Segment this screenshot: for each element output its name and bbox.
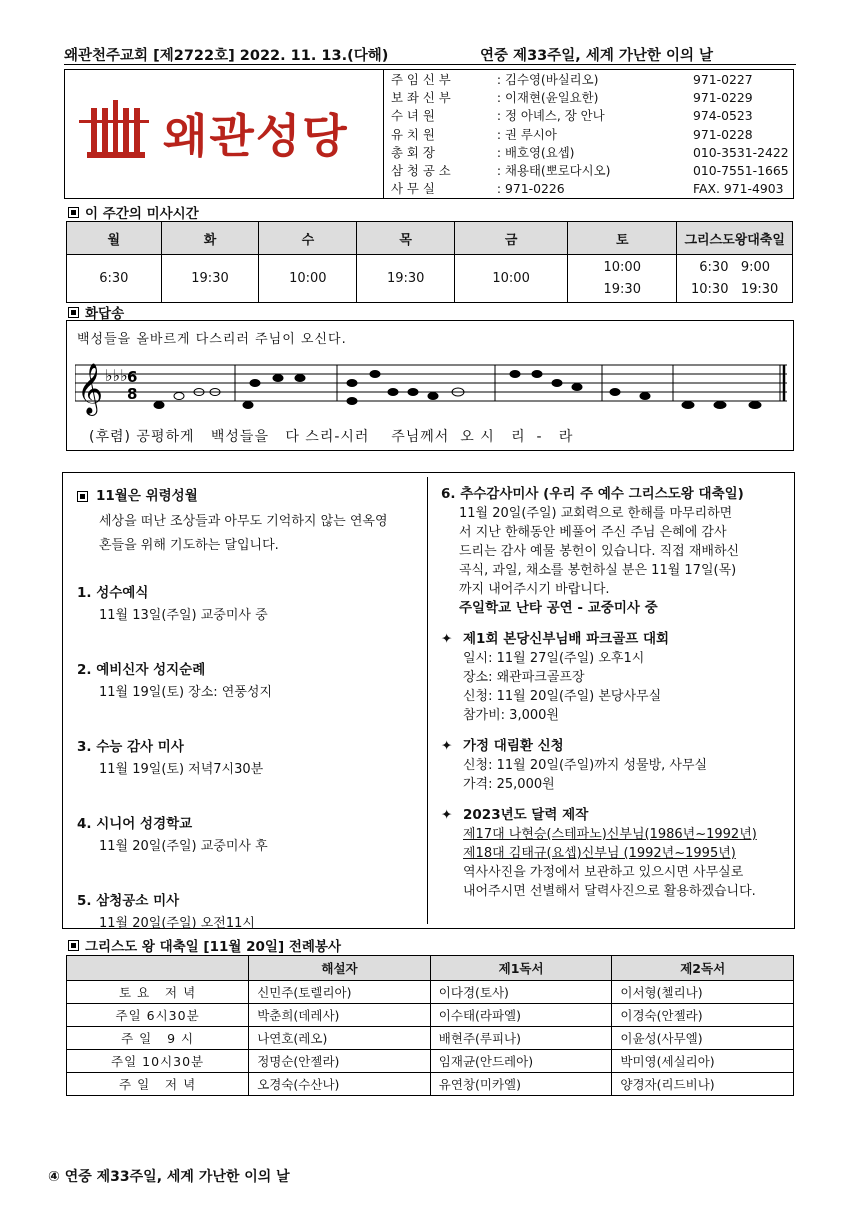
colon: : (496, 144, 502, 160)
staff-name: 채용태(뽀로다시오) (505, 163, 611, 179)
mass-slot-cell: 주 일 9 시 (67, 1027, 249, 1050)
mass-time-cell (357, 255, 455, 303)
treble-clef-icon: 𝄞 (77, 363, 104, 414)
notice-intro-text: 세상을 떠난 조상들과 아무도 기억하지 않는 연옥영 혼들을 위해 기도하는 달입니다. (99, 514, 388, 553)
mass-time-cell (161, 255, 259, 303)
minister-cell: 이윤성(사무엘) (612, 1027, 794, 1050)
staff-row (391, 126, 803, 144)
notice-item-text: 11월 20일(주일) 오전11시 (99, 916, 255, 931)
staff-role: 삼 청 공 소 (391, 163, 451, 179)
star-bullet-icon: ✦ (441, 807, 453, 823)
colon: : (496, 163, 502, 179)
minister-cell: 유연창(미카엘) (430, 1073, 612, 1096)
liturgy-header-cell: 제2독서 (612, 956, 794, 981)
svg-text:6: 6 (127, 368, 138, 386)
mass-time-cell (677, 255, 793, 303)
staff-role: 보 좌 신 부 (391, 90, 451, 106)
table-row (67, 1073, 794, 1096)
staff-row (391, 162, 803, 180)
music-score (75, 355, 787, 425)
notice-wreath-text: 신청: 11월 20일(주일)까지 성물방, 사무실 가격: 25,000원 (463, 758, 708, 792)
notice-intro-title: 11월은 위령성월 (77, 487, 422, 506)
psalm-heading: 화답송 (68, 302, 124, 322)
mass-time: 10:00 (492, 270, 530, 286)
notice-item (77, 738, 422, 779)
header-rule (64, 64, 796, 65)
notice-item-title: 1. 성수예식 (77, 585, 149, 601)
colon: : (496, 126, 502, 142)
mass-time: 10:00 (603, 259, 641, 275)
notice-golf-title: ✦ 제1회 본당신부님배 파크골프 대회 (441, 631, 670, 647)
staff-phone: 971-0227 (693, 72, 753, 87)
staff-phone: 974-0523 (693, 108, 753, 124)
notice-item (77, 892, 422, 933)
minister-cell: 오경숙(수산나) (249, 1073, 431, 1096)
minister-cell: 이수태(라파엘) (430, 1004, 612, 1027)
staff-row (391, 89, 803, 107)
staff-phone: 010-7551-1665 (693, 163, 789, 179)
colon: : (496, 108, 502, 124)
staff-role: 유 치 원 (391, 126, 435, 142)
minister-cell: 이경숙(안젤라) (612, 1004, 794, 1027)
mass-day-header: 화 (161, 222, 259, 255)
minister-cell: 이서형(첼리나) (612, 981, 794, 1004)
staff-row (391, 144, 803, 162)
minister-cell: 이다경(토사) (430, 981, 612, 1004)
colon: : (496, 72, 502, 87)
staff-name: 김수영(바실리오) (505, 72, 599, 87)
colon: : (496, 90, 502, 106)
psalm-response-text: 백성들을 올바르게 다스리러 주님이 오신다. (77, 332, 347, 347)
staff-name: 배호영(요셉) (505, 144, 575, 160)
liturgy-service-table (66, 955, 794, 1096)
mass-times-table (66, 221, 793, 303)
issue-info: 왜관천주교회 [제2722호] 2022. 11. 13.(다해) (64, 48, 389, 64)
mass-time-cell (67, 255, 162, 303)
table-row (67, 981, 794, 1004)
staff-phone: 971-0228 (693, 126, 753, 142)
page-footer: ④ 연중 제33주일, 세계 가난한 이의 날 (48, 1169, 290, 1185)
staff-row (391, 71, 803, 89)
notice-item-text: 11월 20일(주일) 교중미사 후 (99, 839, 268, 854)
notice-item-title: 3. 수능 감사 미사 (77, 739, 184, 755)
church-name-logo: 왜관성당 (163, 109, 349, 163)
staff-role: 주 임 신 부 (391, 72, 451, 87)
star-bullet-icon: ✦ (441, 738, 453, 754)
staff-phone: 010-3531-2422 (693, 144, 789, 160)
staff-name: 권 루시아 (505, 126, 557, 142)
staff-name: 이재현(윤일요한) (505, 90, 599, 106)
mass-slot-cell: 토 요 저 녁 (67, 981, 249, 1004)
star-bullet-icon: ✦ (441, 631, 453, 647)
square-bullet-icon (68, 307, 79, 318)
notice-item (77, 661, 422, 702)
mass-slot-cell: 주일 10시30분 (67, 1050, 249, 1073)
mass-day-header: 토 (568, 222, 677, 255)
staff-directory (391, 71, 803, 198)
notice-calendar-title: ✦ 2023년도 달력 제작 (441, 807, 589, 823)
mass-slot-cell: 주일 6시30분 (67, 1004, 249, 1027)
psalm-lyrics: (후렴) 공평하게 백성들을 다 스리-시러 주님께서 오 시 리 - 라 (89, 429, 574, 445)
mass-time-cell (568, 255, 677, 303)
psalm-box (66, 320, 794, 451)
mass-time: 10:00 (289, 270, 327, 286)
square-bullet-icon (68, 207, 79, 218)
staff-row (391, 180, 803, 198)
notice-thanksgiving-text: 11월 20일(주일) 교회력으로 한해를 마무리하면 서 지난 한해동안 베풀어 주신 주님 은혜에 감사 드리는 감사 예물 봉헌이 있습니다. 직접 재배하신 곡식, 과일, 채소를 봉헌하실 분은 11월 17일(목) 까지 내어주시기 바랍니다. 주일학교 난타 공연 - 교중미사 중 (459, 506, 740, 616)
minister-cell: 임재균(안드레아) (430, 1050, 612, 1073)
table-row (67, 1004, 794, 1027)
notice-item (77, 584, 422, 625)
notices-right-column (441, 485, 791, 901)
staff-phone: 971-0229 (693, 90, 753, 106)
minister-cell: 박춘희(데레사) (249, 1004, 431, 1027)
svg-text:♭♭♭: ♭♭♭ (105, 366, 128, 385)
liturgy-header-cell (67, 956, 249, 981)
notice-wreath-title: ✦ 가정 대림환 신청 (441, 738, 564, 754)
table-row (67, 1050, 794, 1073)
liturgy-header-cell: 제1독서 (430, 956, 612, 981)
notice-thanksgiving-title: 6. 추수감사미사 (우리 주 예수 그리스도왕 대축일) (441, 486, 744, 502)
staff-role: 사 무 실 (391, 181, 435, 197)
mass-day-header: 수 (259, 222, 357, 255)
staff-box (64, 69, 794, 199)
notices-box (62, 472, 795, 929)
staff-name: 정 아녜스, 장 안나 (505, 108, 605, 124)
notice-item (77, 815, 422, 856)
liturgy-heading: 그리스도 왕 대축일 [11월 20일] 전례봉사 (68, 935, 341, 955)
notice-golf-text: 일시: 11월 27일(주일) 오후1시 장소: 왜관파크골프장 신청: 11월 20일(주일) 본당사무실 참가비: 3,000원 (463, 651, 662, 723)
liturgical-day: 연중 제33주일, 세계 가난한 이의 날 (480, 48, 714, 64)
minister-cell: 배현주(루피나) (430, 1027, 612, 1050)
staff-name: 971-0226 (505, 181, 565, 197)
staff-role: 총 회 장 (391, 144, 435, 160)
mass-time: 10:30 19:30 (691, 281, 779, 297)
mass-time: 19:30 (191, 270, 229, 286)
notices-left-column (77, 487, 422, 933)
notice-item-text: 11월 19일(토) 저녁7시30분 (99, 762, 264, 777)
minister-cell: 나연호(레오) (249, 1027, 431, 1050)
mass-time: 19:30 (603, 281, 641, 297)
table-row (67, 1027, 794, 1050)
column-divider (427, 477, 428, 924)
staff-phone: FAX. 971-4903 (693, 181, 784, 197)
notice-item-title: 4. 시니어 성경학교 (77, 816, 193, 832)
svg-text:8: 8 (127, 385, 138, 403)
mass-day-header: 월 (67, 222, 162, 255)
notice-item-title: 5. 삼청공소 미사 (77, 893, 180, 909)
minister-cell: 정명순(안젤라) (249, 1050, 431, 1073)
mass-day-header: 목 (357, 222, 455, 255)
mass-day-header: 금 (455, 222, 568, 255)
mass-slot-cell: 주 일 저 녁 (67, 1073, 249, 1096)
notice-item-text: 11월 13일(주일) 교중미사 중 (99, 608, 268, 623)
mass-day-header: 그리스도왕대축일 (677, 222, 793, 255)
liturgy-header-cell: 해설자 (249, 956, 431, 981)
bulletin-header (64, 44, 796, 65)
square-bullet-icon (68, 940, 79, 951)
mass-times-heading: 이 주간의 미사시간 (68, 202, 199, 222)
mass-time-cell (259, 255, 357, 303)
notice-item-title: 2. 예비신자 성지순례 (77, 662, 206, 678)
staff-row (391, 107, 803, 125)
notice-item-text: 11월 19일(토) 장소: 연풍성지 (99, 685, 273, 700)
mass-time: 6:30 9:00 (699, 259, 771, 275)
minister-cell: 박미영(세실리아) (612, 1050, 794, 1073)
minister-cell: 양경자(리드비나) (612, 1073, 794, 1096)
mass-time: 19:30 (386, 270, 425, 286)
square-bullet-icon (77, 491, 88, 502)
mass-time-cell (455, 255, 568, 303)
mass-time: 6:30 (99, 270, 129, 286)
staff-role: 수 녀 원 (391, 108, 435, 124)
minister-cell: 신민주(토렐리아) (249, 981, 431, 1004)
colon: : (496, 181, 502, 197)
notice-calendar-text: 제17대 나현승(스테파노)신부님(1986년~1992년) 제18대 김태규(요셉)신부님 (1992년~1995년) 역사사진을 가정에서 보관하고 있으시면 사무실로 내어주시면 선별해서 달력사진으로 활용하겠습니다. (463, 827, 757, 899)
church-logo (65, 70, 384, 198)
